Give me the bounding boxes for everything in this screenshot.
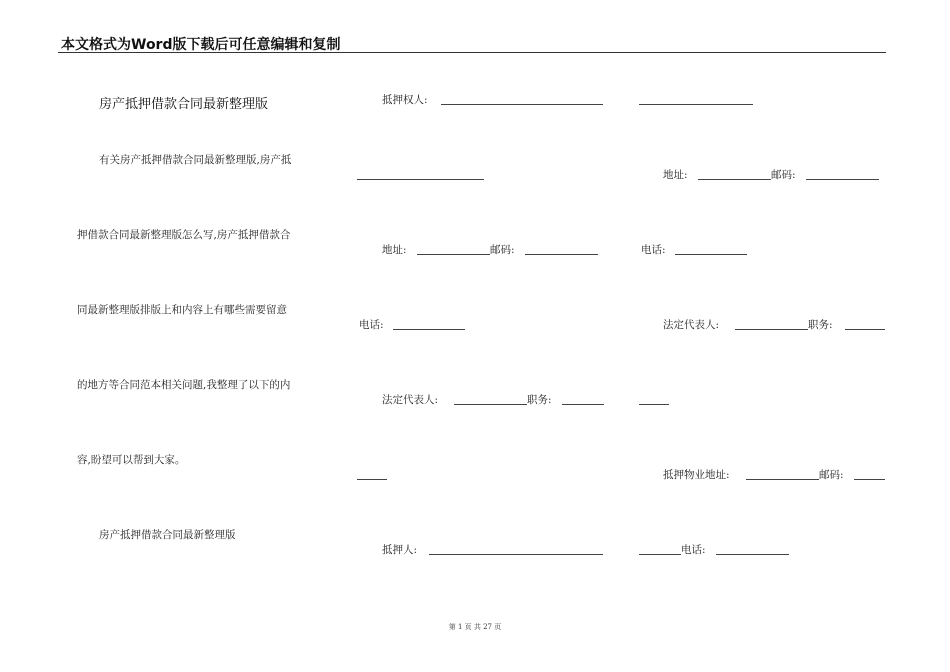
phone-blank: [393, 329, 465, 330]
postcode-label: 邮码:: [771, 169, 796, 181]
postcode-blank: [806, 179, 879, 180]
address-label: 地址:: [663, 169, 688, 181]
address-blank: [417, 254, 490, 255]
intro-line-1: 有关房产抵押借款合同最新整理版,房产抵: [99, 154, 292, 166]
address-blank: [698, 179, 771, 180]
phone-blank: [716, 554, 789, 555]
contract-subtitle: 房产抵押借款合同最新整理版: [99, 529, 236, 541]
legal-rep-label: 法定代表人:: [663, 319, 720, 331]
legal-rep-label: 法定代表人:: [382, 394, 439, 406]
mortgagor-blank-continued: [639, 554, 681, 555]
intro-line-3: 同最新整理版排版上和内容上有哪些需要留意: [77, 304, 287, 316]
mortgagee-label: 抵押权人:: [382, 94, 428, 106]
property-address-label: 抵押物业地址:: [663, 469, 730, 481]
intro-line-4: 的地方等合同范本相关问题,我整理了以下的内: [77, 379, 291, 391]
mortgagor-blank: [429, 554, 603, 555]
intro-line-5: 容,盼望可以帮到大家。: [77, 454, 186, 466]
position-blank: [845, 329, 885, 330]
position-label: 职务:: [808, 319, 833, 331]
phone-label: 电话:: [359, 319, 384, 331]
address-label: 地址:: [382, 244, 407, 256]
mortgagee-blank: [441, 104, 603, 105]
mortgagor-label: 抵押人:: [382, 544, 418, 556]
page-footer: 第 1 页 共 27 页: [448, 623, 502, 631]
blank-line: [357, 179, 484, 180]
phone-blank: [675, 254, 747, 255]
header-divider: [58, 52, 886, 53]
postcode-blank: [854, 479, 885, 480]
position-blank: [562, 404, 604, 405]
intro-line-2: 押借款合同最新整理版怎么写,房产抵押借款合: [77, 229, 291, 241]
phone-label: 电话:: [641, 244, 666, 256]
postcode-blank: [525, 254, 598, 255]
position-blank-continued: [639, 404, 669, 405]
position-label: 职务:: [527, 394, 552, 406]
legal-rep-blank: [735, 329, 808, 330]
header-title: 本文格式为Word版下载后可任意编辑和复制: [61, 37, 341, 53]
blank-line: [357, 479, 387, 480]
postcode-label: 邮码:: [819, 469, 844, 481]
property-address-blank: [746, 479, 819, 480]
legal-rep-blank: [454, 404, 527, 405]
document-title: 房产抵押借款合同最新整理版: [99, 97, 269, 112]
mortgagee-blank-continued: [639, 104, 753, 105]
phone-label: 电话:: [681, 544, 706, 556]
postcode-label: 邮码:: [490, 244, 515, 256]
